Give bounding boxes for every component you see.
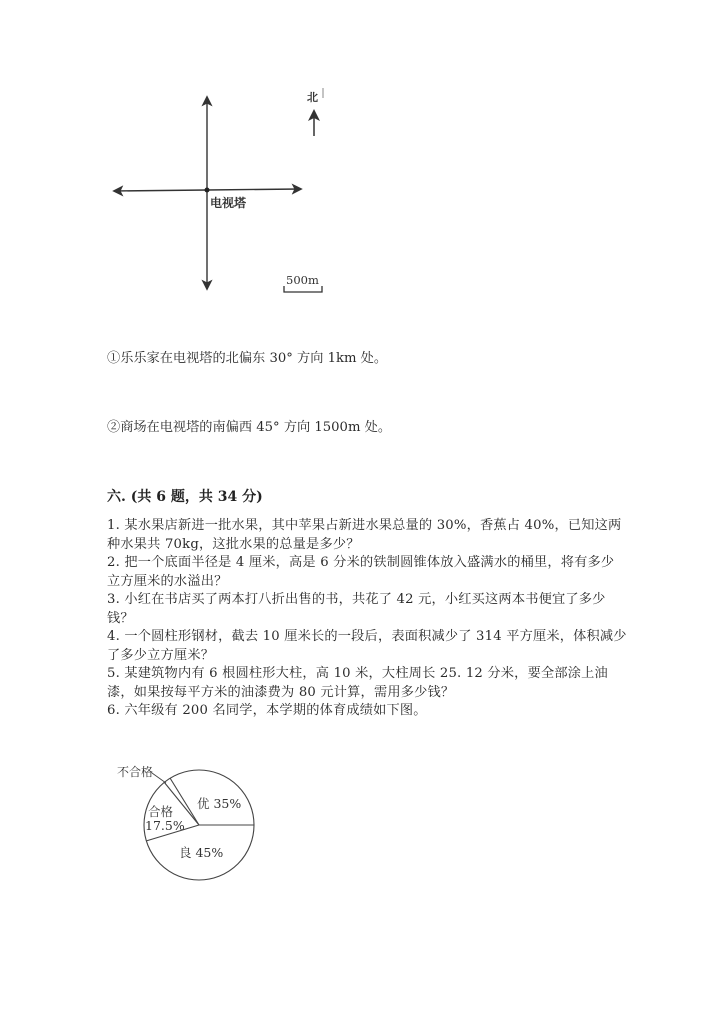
pie-label-good: 良 45%: [179, 845, 224, 860]
subitem-2: [107, 416, 627, 435]
pie-label-pass-pct: 17.5%: [145, 818, 185, 833]
question-item: [107, 702, 627, 721]
section-title: 六. (共 6 题，共 34 分): [107, 489, 263, 505]
question-number: 2.: [107, 555, 120, 570]
question-item: [107, 591, 627, 628]
pie-label-pass-name: 合格: [148, 804, 174, 819]
question-number: 4.: [107, 629, 120, 644]
question-text: 六年级有 200 名同学，本学期的体育成绩如下图。: [124, 703, 427, 718]
question-number: 5.: [107, 666, 120, 681]
pie-label-fail: 不合格: [117, 765, 154, 779]
question-item: [107, 665, 627, 702]
subitem-1: [107, 347, 627, 366]
subitem-marker: ②: [107, 420, 121, 435]
grade-pie-chart: [100, 755, 280, 890]
question-item: [107, 628, 627, 665]
question-number: 3.: [107, 592, 120, 607]
subitem-text: 商场在电视塔的南偏西 45° 方向 1500m 处。: [120, 420, 392, 435]
scale-label: 500m: [286, 273, 319, 287]
question-text: 某水果店新进一批水果，其中苹果占新进水果总量的 30%，香蕉占 40%，已知这两种水果共 70kg，这批水果的总量是多少？: [107, 518, 622, 552]
question-number: 1.: [107, 518, 120, 533]
question-item: [107, 517, 627, 554]
question-number: 6.: [107, 703, 120, 718]
question-list: [107, 517, 627, 721]
question-text: 把一个底面半径是 4 厘米，高是 6 分米的铁制圆锥体放入盛满水的桶里，将有多少立方厘米的水溢出？: [107, 555, 615, 589]
tv-tower-label: 电视塔: [210, 196, 247, 210]
north-label: 北: [307, 91, 318, 104]
pie-label-excellent: 优 35%: [197, 796, 242, 811]
question-text: 一个圆柱形钢材，截去 10 厘米长的一段后，表面积减少了 314 平方厘米，体积减少了多少立方厘米？: [107, 629, 627, 663]
question-item: [107, 554, 627, 591]
subitem-marker: ①: [107, 351, 121, 366]
direction-map: [100, 80, 350, 310]
subitem-text: 乐乐家在电视塔的北偏东 30° 方向 1km 处。: [120, 351, 388, 366]
question-text: 小红在书店买了两本打八折出售的书，共花了 42 元，小红买这两本书便宜了多少钱？: [107, 592, 606, 626]
question-text: 某建筑物内有 6 根圆柱形大柱，高 10 米，大柱周长 25. 12 分米，要全部涂上油漆，如果按每平方米的油漆费为 80 元计算，需用多少钱？: [107, 666, 608, 700]
